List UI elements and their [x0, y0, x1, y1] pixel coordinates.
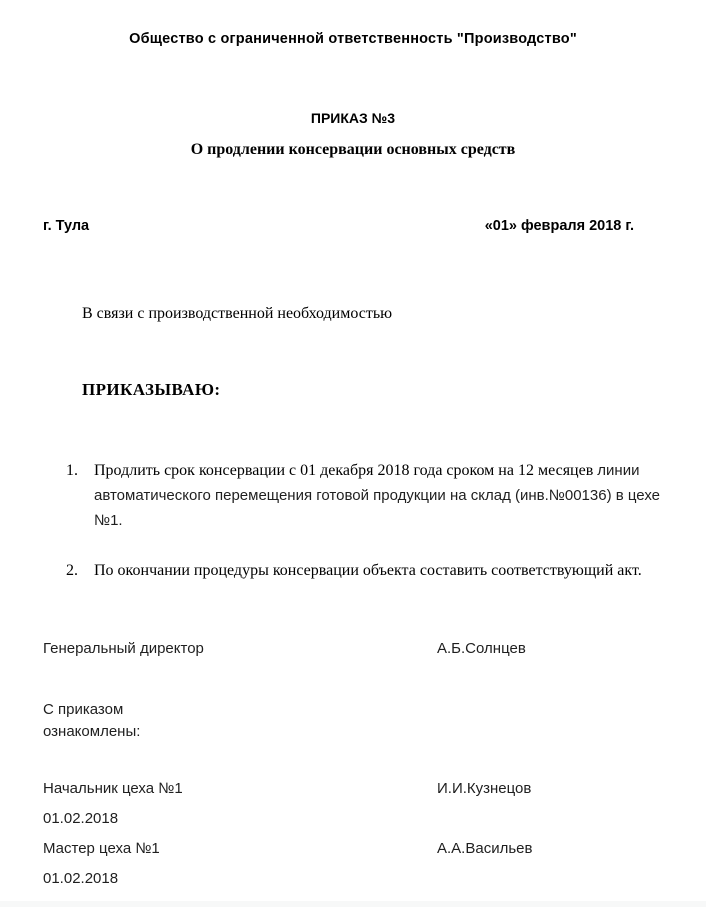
order-item-1	[66, 458, 662, 533]
order-item-2	[66, 558, 662, 583]
acknowledged-2-date: 01.02.2018	[43, 870, 119, 887]
item-2-number: 2.	[66, 562, 78, 579]
acknowledged-row-2	[43, 840, 663, 860]
acknowledgement-line-1: С приказом	[43, 701, 124, 718]
item-1-text-sans: линии автоматического перемещения готовой продукции на склад (инв.№00136) в цехе №1.	[94, 462, 660, 529]
acknowledged-row-1	[43, 780, 663, 800]
company-name: Общество с ограниченной ответственность "Производство"	[129, 31, 577, 47]
item-2-text	[94, 558, 642, 583]
directive-keyword: ПРИКАЗЫВАЮ:	[82, 380, 221, 399]
director-signature-row	[43, 640, 663, 660]
page-bottom-edge	[0, 901, 706, 907]
director-title: Генеральный директор	[43, 640, 204, 657]
item-1-number: 1.	[66, 462, 78, 479]
item-1-text-serif: Продлить срок консервации с 01 декабря 2018 года сроком на 12 месяцев	[94, 462, 594, 479]
item-2-text-serif: По окончании процедуры консервации объекта составить соответствующий акт.	[94, 562, 642, 579]
order-date: «01» февраля 2018 г.	[484, 218, 634, 234]
acknowledged-1-name: И.И.Кузнецов	[437, 780, 532, 797]
acknowledgement-line-2: ознакомлены:	[43, 723, 141, 740]
acknowledged-1-date: 01.02.2018	[43, 810, 119, 827]
director-name: А.Б.Солнцев	[437, 640, 526, 657]
acknowledged-2-title: Мастер цеха №1	[43, 840, 160, 857]
order-subject: О продлении консервации основных средств	[190, 141, 516, 158]
preamble-text: В связи с производственной необходимостью	[82, 305, 393, 322]
item-1-text	[94, 458, 662, 533]
acknowledged-1-title: Начальник цеха №1	[43, 780, 183, 797]
acknowledged-2-name: А.А.Васильев	[437, 840, 533, 857]
place-date-row	[43, 218, 634, 234]
order-number-title: ПРИКАЗ №3	[310, 110, 396, 126]
acknowledgement-label	[43, 699, 140, 743]
city-label: г. Тула	[43, 218, 90, 234]
